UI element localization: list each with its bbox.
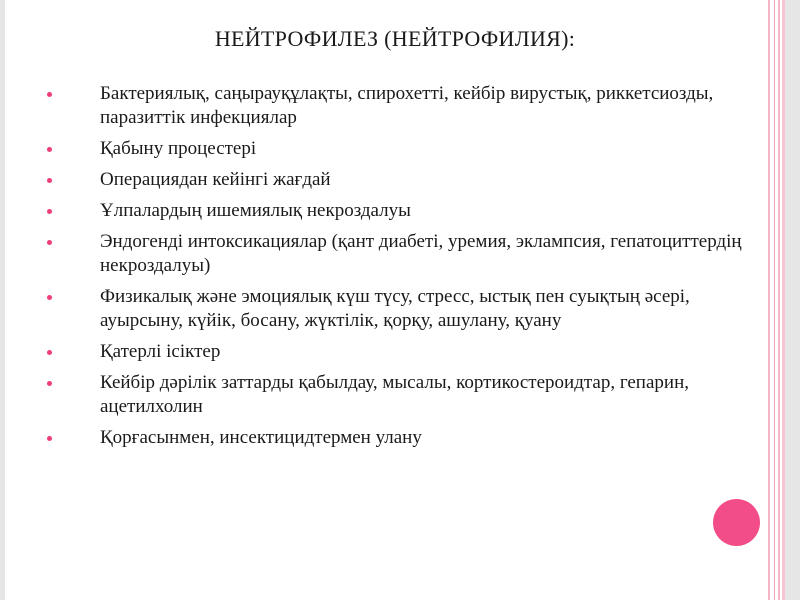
slide [5,0,785,600]
list-item [45,285,745,333]
stripe [768,0,770,600]
bullet-icon [47,209,52,214]
list-item-text: Операциядан кейінгі жағдай [100,169,331,190]
list-item-text: Бактериялық, саңырауқұлақты, спирохетті, кейбір вирустық, риккетсиозды, паразиттік инфекциялар [100,83,714,128]
bullet-icon [47,178,52,183]
list-item [45,230,745,278]
stripe [774,0,775,600]
decorative-stripes [768,0,785,600]
list-item [45,340,745,364]
stripe [778,0,780,600]
bullet-icon [47,240,52,245]
list-item-text: Қорғасынмен, инсектицидтермен улану [100,427,422,448]
bullet-list [45,82,745,457]
list-item [45,82,745,130]
list-item-text: Қатерлі ісіктер [100,341,221,362]
bullet-icon [47,436,52,441]
bullet-icon [47,350,52,355]
list-item [45,199,745,223]
list-item [45,371,745,419]
list-item-text: Кейбір дәрілік заттарды қабылдау, мысалы, кортикостероидтар, гепарин, ацетилхолин [100,372,689,417]
bullet-icon [47,92,52,97]
bullet-icon [47,381,52,386]
list-item-text: Қабыну процестері [100,138,257,159]
list-item [45,137,745,161]
slide-title: НЕЙТРОФИЛЕЗ (НЕЙТРОФИЛИЯ): [214,26,576,51]
stripe [782,0,785,600]
list-item-text: Ұлпалардың ишемиялық некроздалуы [100,200,411,221]
decorative-circle-icon [713,499,760,546]
list-item [45,426,745,450]
list-item [45,168,745,192]
bullet-icon [47,295,52,300]
bullet-icon [47,147,52,152]
list-item-text: Эндогенді интоксикациялар (қант диабеті, уремия, эклампсия, гепатоциттердің некроздалуы) [100,231,742,276]
list-item-text: Физикалық және эмоциялық күш түсу, стресс, ыстық пен суықтың әсері, ауырсыну, күйік, босану, жүктілік, қорқу, ашулану, қуану [100,286,690,331]
